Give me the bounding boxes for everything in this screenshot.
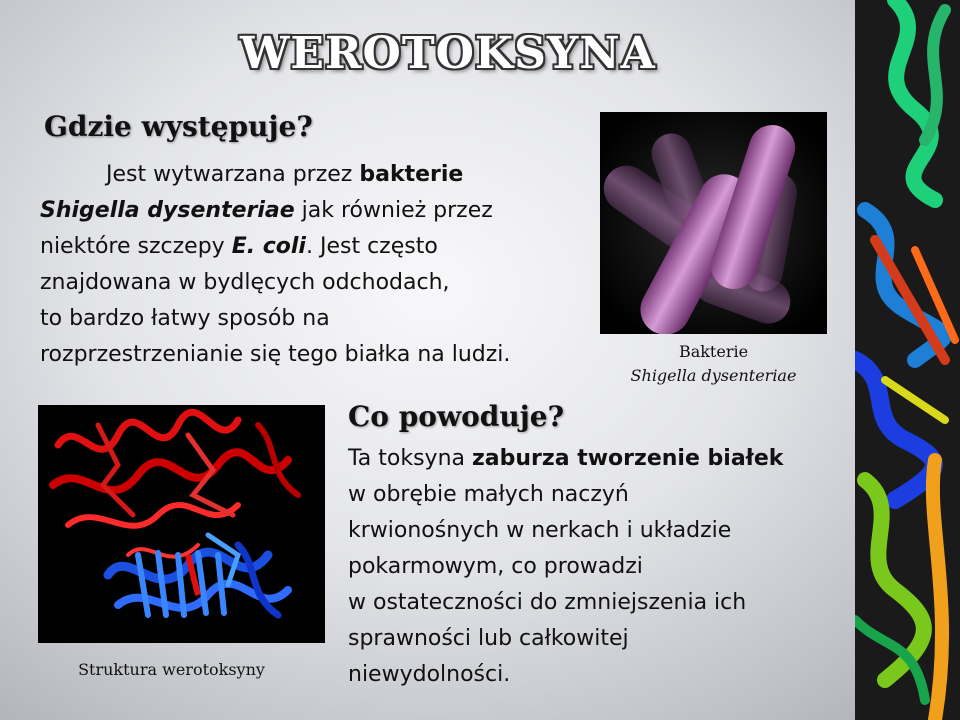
caption-species: Shigella dysenteriae	[630, 366, 797, 385]
text: niektóre szczepy	[40, 234, 232, 259]
text: to bardzo łatwy sposób na	[40, 306, 330, 331]
text: w obrębie małych naczyń	[348, 482, 629, 507]
text: . Jest często	[305, 234, 438, 259]
text: pokarmowym, co prowadzi	[348, 554, 643, 579]
bacteria-image	[600, 112, 827, 334]
text-species: Shigella dysenteriae	[40, 198, 295, 223]
text-bold: bakterie	[359, 162, 464, 187]
paragraph-effects	[348, 441, 783, 693]
text: znajdowana w bydlęcych odchodach,	[40, 270, 450, 295]
text: krwionośnych w nerkach i układzie	[348, 518, 732, 543]
heading-where: Gdzie występuje?	[44, 110, 313, 143]
paragraph-where	[40, 157, 510, 373]
text: rozprzestrzenianie się tego białka na ludzi.	[40, 342, 511, 367]
structure-caption: Struktura werotoksyny	[78, 660, 265, 679]
text: Ta toksyna	[348, 446, 472, 471]
text: niewydolności.	[348, 662, 511, 687]
text: w ostateczności do zmniejszenia ich	[348, 590, 747, 615]
text: jak również przez	[294, 198, 493, 223]
decorative-protein-strip	[855, 0, 960, 720]
text: Jest wytwarzana przez	[106, 162, 360, 187]
caption-line: Bakterie	[678, 342, 749, 361]
text: sprawności lub całkowitej	[348, 626, 629, 651]
protein-structure-image	[38, 405, 325, 643]
slide-title: WEROTOKSYNA	[240, 28, 656, 79]
text-bold: zaburza tworzenie białek	[472, 446, 784, 471]
heading-effects: Co powoduje?	[348, 400, 565, 433]
text-species: E. coli	[231, 234, 306, 259]
bacteria-caption	[600, 340, 827, 388]
